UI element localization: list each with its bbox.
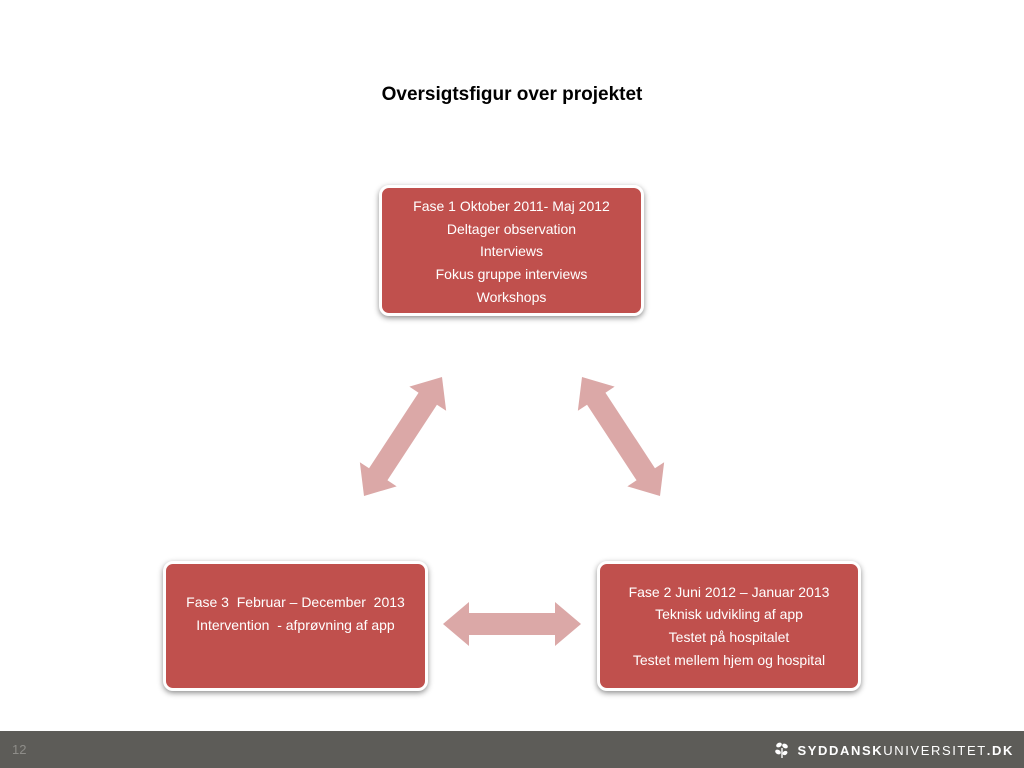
phase-1-line: Fase 1 Oktober 2011- Maj 2012: [413, 198, 610, 214]
logo-text-syddansk: SYDDANSK: [797, 742, 884, 758]
double-arrow-2: [564, 365, 679, 508]
phase-3-box: [163, 561, 428, 691]
logo-text-dk: .DK: [986, 742, 1014, 758]
phase-1-line: Workshops: [476, 288, 547, 305]
double-arrow-3: [443, 602, 581, 646]
phase-3-line: Intervention - afprøvning af app: [196, 616, 395, 633]
phase-2-line: Testet på hospitalet: [668, 629, 790, 645]
phase-2-line: Testet mellem hjem og hospital: [632, 651, 826, 668]
phase-2-line: Fase 2 Juni 2012 – Januar 2013: [628, 583, 830, 600]
phase-2-box: [597, 561, 861, 691]
university-logo: [773, 739, 1014, 761]
phase-3-line: Fase 3 Februar – December 2013: [186, 594, 405, 610]
footer-bar: [0, 731, 1024, 768]
page-number: 12: [12, 742, 27, 757]
slide-title: Oversigtsfigur over projektet: [381, 84, 643, 105]
double-arrow-1: [346, 365, 461, 508]
phase-1-box: [379, 185, 644, 316]
logo-text-universitet: UNIVERSITET: [883, 742, 987, 758]
phase-1-line: Fokus gruppe interviews: [435, 266, 588, 283]
phase-1-line: Interviews: [479, 243, 544, 260]
phase-1-line: Deltager observation: [446, 220, 577, 237]
phase-2-line: Teknisk udvikling af app: [655, 606, 803, 623]
leaf-cluster-icon: [773, 741, 791, 759]
